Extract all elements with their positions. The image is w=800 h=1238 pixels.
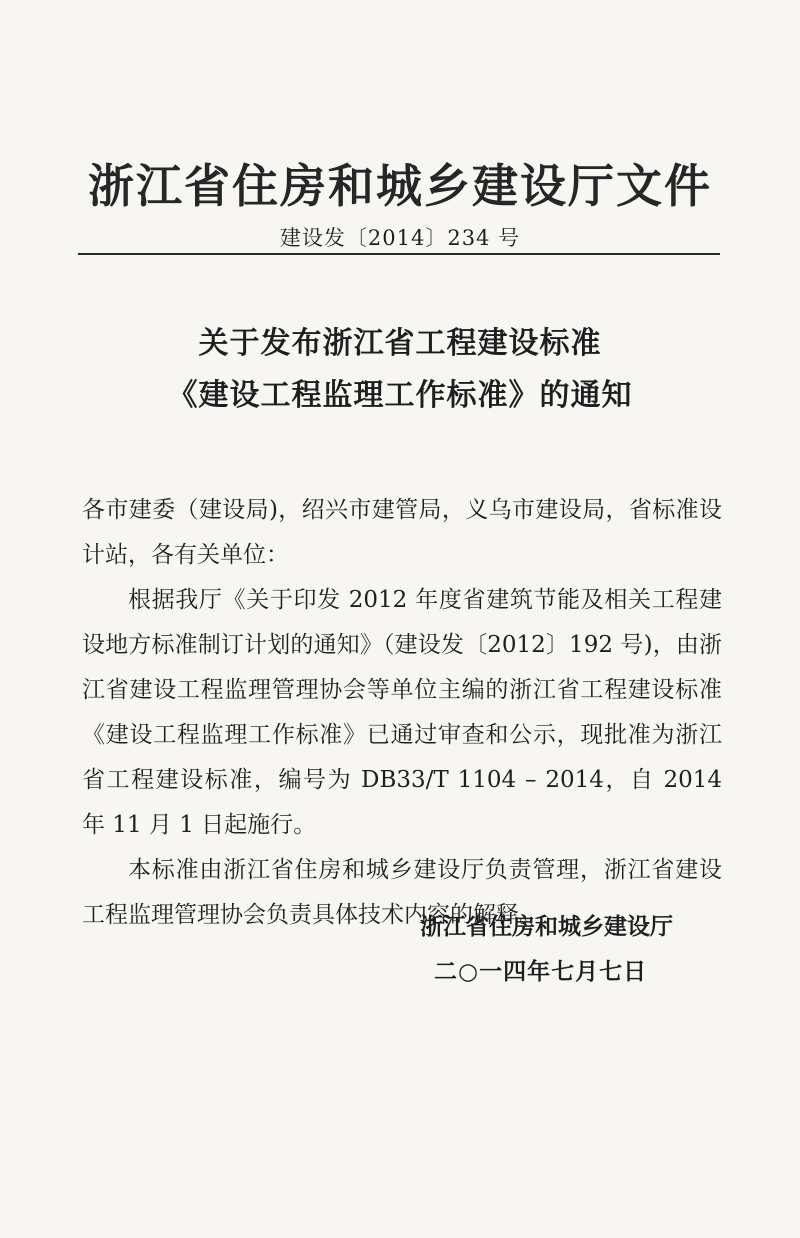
document-header-title: 浙江省住房和城乡建设厅文件 — [88, 159, 712, 213]
notice-title-line1: 关于发布浙江省工程建设标准 — [198, 326, 602, 361]
header-divider — [78, 253, 720, 255]
signature-date: 二○一四年七月七日 — [434, 958, 648, 985]
body-paragraph-2: 本标准由浙江省住房和城乡建设厅负责管理，浙江省建设工程监理管理协会负责具体技术内容的解释。 — [82, 857, 722, 928]
recipients-paragraph: 各市建委（建设局)，绍兴市建管局，义乌市建设局，省标准设计站，各有关单位： — [82, 497, 722, 568]
signature-organization: 浙江省住房和城乡建设厅 — [420, 913, 673, 940]
notice-title-line2: 《建设工程监理工作标准》的通知 — [167, 378, 633, 413]
document-number: 建设发〔2014〕234 号 — [279, 226, 521, 250]
body-paragraph-1: 根据我厅《关于印发 2012 年度省建筑节能及相关工程建设地方标准制订计划的通知》（建设发〔2012〕192 号)，由浙江省建设工程监理管理协会等单位主编的浙江省工程建设标准《建设工程监理工作标准》已通过审查和公示，现批准为浙江省工程建设标准，编号为 DB33/T 1104 – 2014，自 2014 年 11 月 1 日起施行。 — [82, 587, 722, 838]
notice-body — [82, 488, 722, 938]
